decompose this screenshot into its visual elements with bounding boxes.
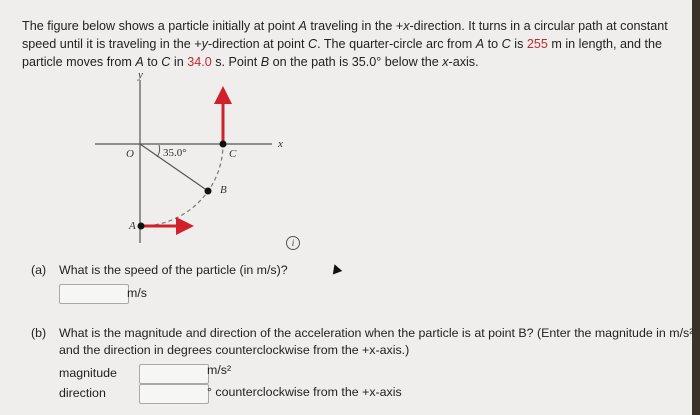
- text: x: [403, 19, 410, 33]
- text: to: [484, 37, 502, 51]
- text: s. Point: [211, 55, 261, 69]
- direction-unit: ° counterclockwise from the +x-axis: [207, 385, 402, 399]
- text: is: [510, 37, 527, 51]
- time-value: 34.0: [187, 55, 212, 69]
- point-b: [205, 188, 212, 195]
- part-a-label: (a): [31, 263, 47, 277]
- text: A: [298, 19, 307, 33]
- y-axis-label: y: [138, 69, 143, 81]
- origin-label: O: [126, 148, 134, 160]
- text: . The quarter-circle arc from: [317, 37, 476, 51]
- info-icon[interactable]: i: [286, 236, 300, 250]
- problem-statement: The figure below shows a particle initially at point A traveling in the +x-direction. It turns in a circular path at constant speed until it is traveling in the +y-direction at point C. The quarter-circle arc from A to C is 255 m in length, and the particle moves from A to C in 34.0 s. Point B on the path is 35.0° below the x-axis.: [22, 19, 668, 69]
- text: traveling in the +: [306, 19, 404, 33]
- point-a-label: A: [129, 220, 136, 232]
- text: to: [143, 55, 162, 69]
- part-b-label: (b): [31, 326, 47, 340]
- magnitude-input[interactable]: [139, 364, 209, 384]
- text: -direction. It turns in a circular path at constant speed until it is traveling in the +: [22, 19, 668, 51]
- direction-input[interactable]: [139, 384, 209, 404]
- text: A: [475, 37, 485, 51]
- part-b-question-line1: What is the magnitude and direction of the acceleration when the particle is at point B? (Enter the magnitude in m/s²: [59, 326, 694, 340]
- speed-input[interactable]: [59, 284, 129, 304]
- text: A: [135, 55, 144, 69]
- mouse-cursor-icon: [330, 263, 342, 275]
- part-b-question-line2: and the direction in degrees counterclockwise from the +x-axis.): [59, 343, 410, 357]
- angle-arc: [157, 145, 160, 157]
- text: on the path is 35.0° below the: [269, 55, 443, 69]
- text: x: [442, 55, 449, 69]
- part-a-question: What is the speed of the particle (in m/s)?: [59, 263, 288, 277]
- point-c-label: C: [229, 148, 237, 160]
- point-a: [138, 223, 145, 230]
- text: C: [307, 37, 318, 51]
- text: y: [201, 37, 208, 51]
- magnitude-label: magnitude: [59, 366, 117, 380]
- speed-unit: m/s: [127, 286, 147, 300]
- x-axis-label: x: [278, 138, 283, 150]
- angle-label: 35.0°: [163, 147, 187, 159]
- text: -axis.: [448, 55, 479, 69]
- magnitude-unit: m/s²: [207, 363, 232, 377]
- text: -direction at point: [207, 37, 308, 51]
- text: C: [501, 37, 511, 51]
- point-c: [220, 141, 227, 148]
- point-b-label: B: [220, 184, 227, 196]
- arc-length-value: 255: [526, 37, 548, 51]
- text: The figure below shows a particle initially at point: [22, 19, 299, 33]
- text: B: [260, 55, 270, 69]
- text: C: [161, 55, 171, 69]
- direction-label: direction: [59, 386, 106, 400]
- text: m in length, and the particle moves from: [22, 37, 662, 69]
